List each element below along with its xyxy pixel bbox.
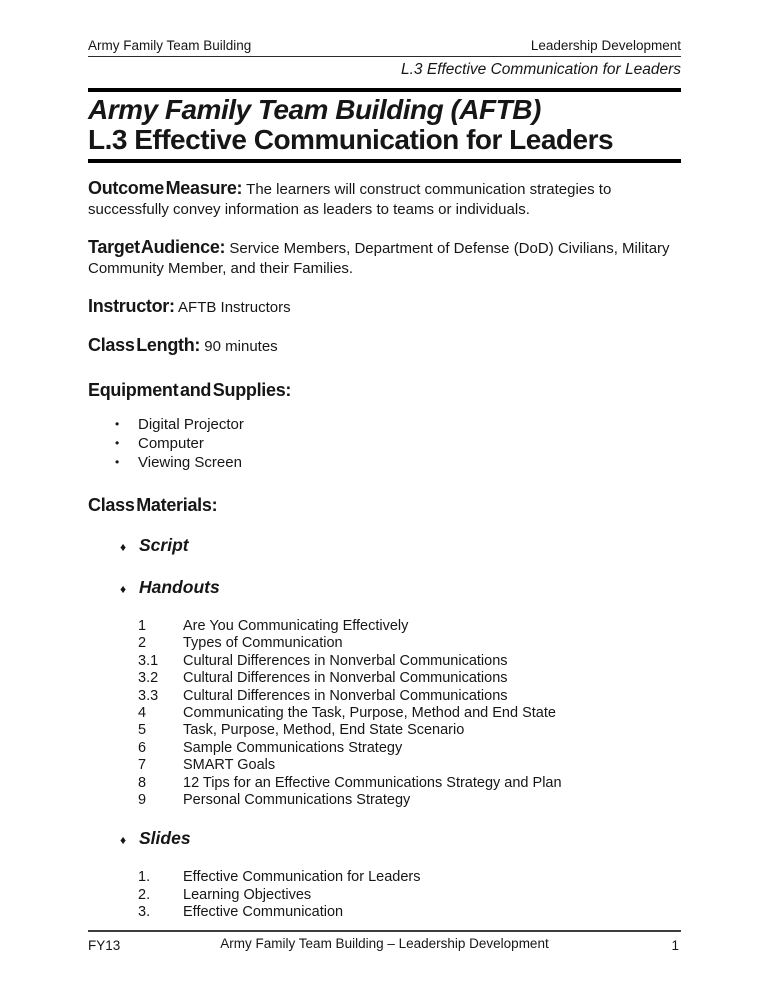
slide-title: Effective Communication for Leaders (183, 869, 421, 886)
title-line2: L.3 Effective Communication for Leaders (88, 124, 614, 155)
material-group-header (88, 828, 681, 851)
handout-row (88, 705, 681, 722)
handout-number: 3.3 (138, 687, 159, 704)
handout-number: 7 (138, 757, 147, 774)
handout-row (88, 757, 681, 774)
handout-number: 8 (138, 774, 147, 791)
footer-fiscal-year: FY13 (88, 938, 121, 953)
material-group-label: Handouts (139, 577, 220, 597)
equipment-item-label: Digital Projector (138, 416, 244, 433)
handout-number: 3.2 (138, 670, 159, 687)
header-right-text: Leadership Development (530, 38, 681, 53)
instructor-text: AFTB Instructors (178, 299, 291, 316)
header-course-line: L.3 Effective Communication for Leaders (401, 61, 681, 78)
class-length-paragraph (88, 335, 681, 357)
material-group-handouts (88, 577, 681, 809)
slide-title: Learning Objectives (183, 886, 312, 903)
material-group-slides (88, 828, 681, 921)
instructor-label: Instructor: (88, 296, 175, 316)
instructor-paragraph (88, 296, 681, 318)
slide-title: Effective Communication (183, 904, 344, 921)
slide-number: 1. (138, 869, 151, 886)
handout-title: Cultural Differences in Nonverbal Communications (183, 687, 508, 704)
page-footer (88, 930, 681, 952)
material-group-script (88, 535, 681, 558)
handout-title: SMART Goals (183, 757, 276, 774)
footer-page-number: 1 (671, 938, 679, 953)
slide-row (88, 904, 681, 921)
diamond-icon: ♦ (120, 540, 127, 554)
handout-row (88, 635, 681, 652)
outcome-measure-paragraph (88, 178, 681, 220)
equipment-item-label: Computer (138, 435, 204, 452)
handout-number: 2 (138, 635, 147, 652)
handout-title: Cultural Differences in Nonverbal Communications (183, 670, 508, 687)
handout-row (88, 740, 681, 757)
equipment-item (88, 415, 681, 434)
slide-row (88, 887, 681, 904)
class-length-label: Class Length: (88, 335, 201, 355)
slide-number: 3. (138, 904, 151, 921)
handout-number: 3.1 (138, 652, 159, 669)
handout-title: Are You Communicating Effectively (183, 618, 409, 634)
footer-center-text: Army Family Team Building – Leadership Development (220, 936, 549, 951)
handout-title: 12 Tips for an Effective Communications Strategy and Plan (183, 774, 562, 791)
handout-number: 6 (138, 739, 147, 756)
diamond-icon: ♦ (120, 833, 127, 848)
material-group-header (88, 535, 681, 558)
handout-number: 9 (138, 792, 147, 809)
slide-row (88, 869, 681, 886)
header-left-text: Army Family Team Building (88, 38, 252, 53)
equipment-item (88, 453, 681, 472)
handout-title: Sample Communications Strategy (183, 739, 403, 756)
handout-number: 5 (138, 722, 147, 739)
title-line1: Army Family Team Building (AFTB) (88, 94, 541, 125)
class-length-text: 90 minutes (204, 338, 278, 355)
equipment-item-label: Viewing Screen (138, 454, 242, 471)
handout-title: Cultural Differences in Nonverbal Communications (183, 652, 508, 669)
slide-number: 2. (138, 886, 151, 903)
handout-row (88, 688, 681, 705)
material-group-header (88, 577, 681, 600)
handout-row (88, 792, 681, 809)
bullet-icon: • (115, 436, 120, 450)
handouts-list (88, 618, 681, 809)
handout-title: Task, Purpose, Method, End State Scenario (183, 722, 465, 739)
handout-title: Communicating the Task, Purpose, Method and End State (183, 705, 556, 722)
page-content (88, 38, 681, 922)
handout-number: 1 (138, 618, 147, 634)
diamond-icon: ♦ (120, 582, 127, 596)
bullet-icon: • (115, 455, 120, 469)
handout-row (88, 670, 681, 687)
handout-title: Personal Communications Strategy (183, 792, 411, 809)
handout-row (88, 722, 681, 739)
handout-row (88, 618, 681, 635)
title-rule-bottom (88, 159, 681, 163)
equipment-heading: Equipment and Supplies: (88, 380, 292, 400)
handout-title: Types of Communication (183, 635, 343, 652)
handout-row (88, 775, 681, 792)
class-materials-heading: Class Materials: (88, 495, 218, 515)
document-title (88, 95, 681, 155)
handout-number: 4 (138, 705, 147, 722)
bullet-icon: • (115, 417, 120, 431)
equipment-list (88, 415, 681, 472)
target-audience-paragraph (88, 237, 681, 279)
target-audience-label: Target Audience: (88, 237, 226, 257)
running-header (88, 38, 681, 57)
material-group-label: Slides (139, 828, 191, 849)
title-rule-top (88, 88, 681, 92)
handout-row (88, 653, 681, 670)
outcome-measure-label: Outcome Measure: (88, 178, 243, 198)
equipment-item (88, 434, 681, 453)
material-group-label: Script (139, 535, 189, 555)
slides-list (88, 869, 681, 921)
outcome-measure-text: The learners will construct communication strategies to successfully convey information as leaders to teams or individuals. (88, 181, 612, 218)
target-audience-text: Service Members, Department of Defense (DoD) Civilians, Military Community Member, and their Families. (88, 240, 670, 277)
